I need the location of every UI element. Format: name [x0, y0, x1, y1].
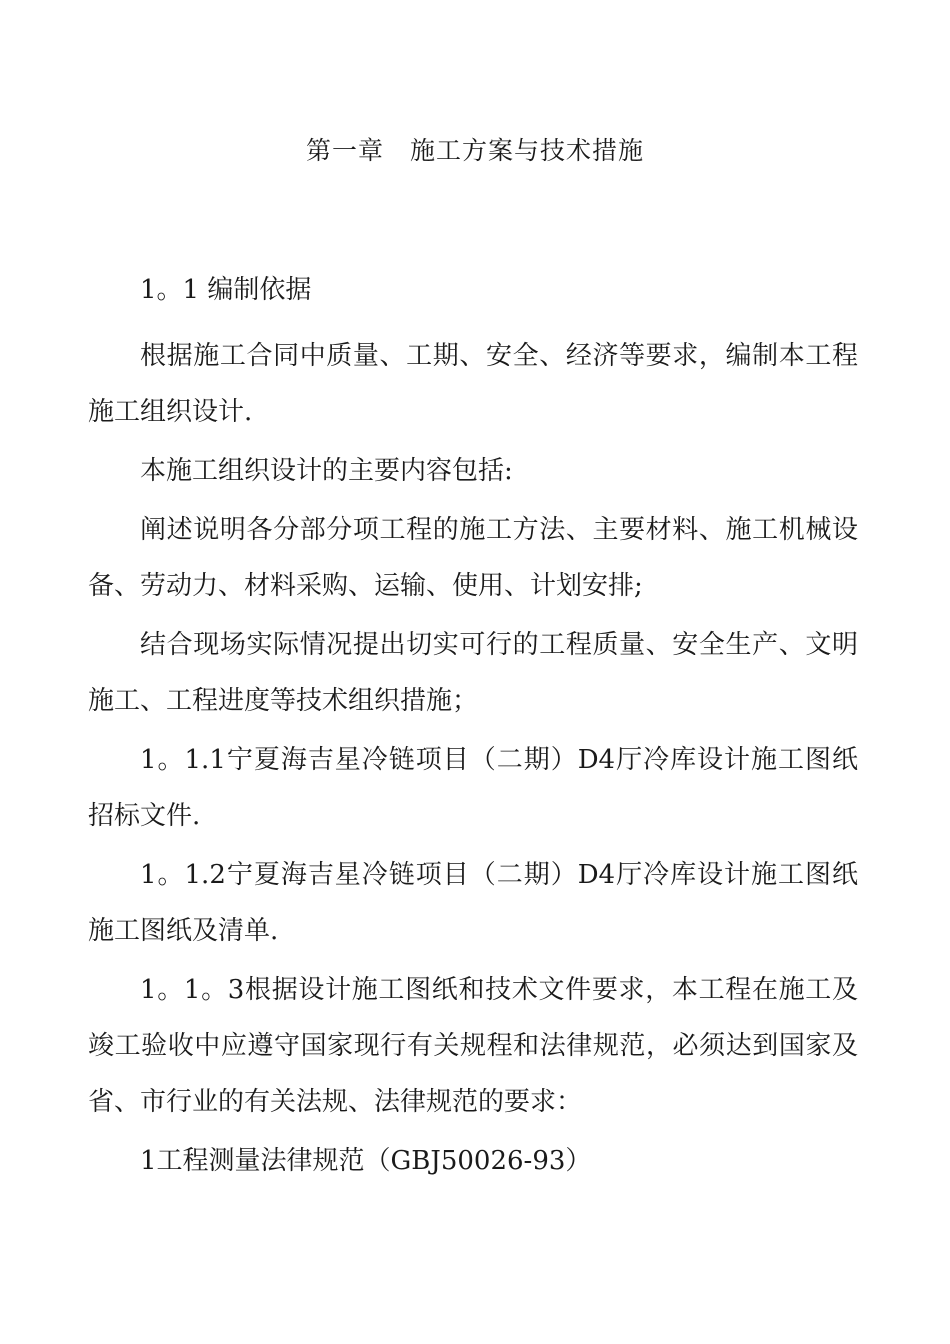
- section-heading: 1。1 编制依据: [140, 275, 312, 305]
- subsection-item: 1。1.2宁夏海吉星冷链项目（二期）D4厅冷库设计施工图纸施工图纸及清单.: [88, 860, 858, 946]
- paragraph: 本施工组织设计的主要内容包括:: [140, 456, 513, 486]
- document-body: [88, 262, 858, 1192]
- subsection-item: 1。1.1宁夏海吉星冷链项目（二期）D4厅冷库设计施工图纸招标文件.: [88, 745, 858, 831]
- paragraph: 结合现场实际情况提出切实可行的工程质量、安全生产、文明施工、工程进度等技术组织措施；: [88, 630, 858, 716]
- paragraph: 根据施工合同中质量、工期、安全、经济等要求，编制本工程施工组织设计.: [88, 341, 858, 427]
- list-item: 1工程测量法律规范（GBJ50026-93）: [140, 1146, 592, 1176]
- paragraph: 阐述说明各分部分项工程的施工方法、主要材料、施工机械设备、劳动力、材料采购、运输、使用、计划安排;: [88, 515, 858, 601]
- chapter-title: 第一章 施工方案与技术措施: [305, 136, 644, 165]
- subsection-item: 1。1。3根据设计施工图纸和技术文件要求，本工程在施工及竣工验收中应遵守国家现行有关规程和法律规范，必须达到国家及省、市行业的有关法规、法律规范的要求：: [88, 975, 858, 1117]
